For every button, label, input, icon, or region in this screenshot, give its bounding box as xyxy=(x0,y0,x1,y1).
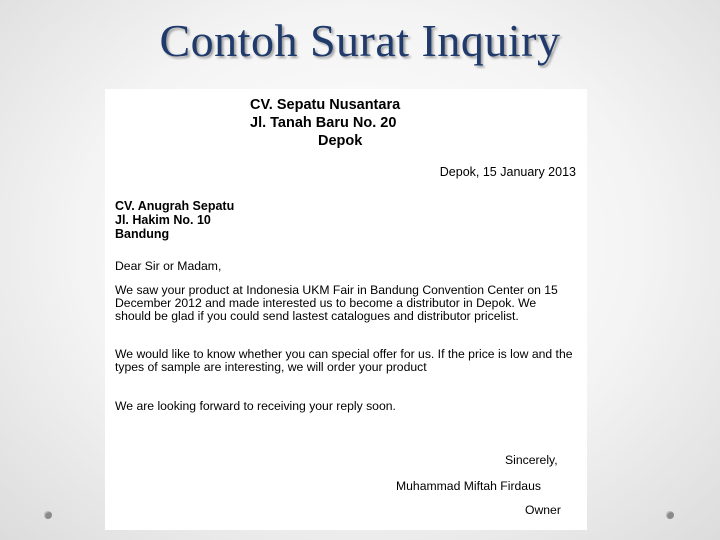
sender-name: CV. Sepatu Nusantara xyxy=(250,97,401,113)
letter-date: Depok, 15 January 2013 xyxy=(439,165,576,179)
signer-title: Owner xyxy=(525,503,561,517)
salutation: Dear Sir or Madam, xyxy=(115,259,222,273)
slide-bullet-left xyxy=(44,511,52,519)
slide-bullet-right xyxy=(666,511,674,519)
sender-city: Depok xyxy=(318,133,363,149)
closing: Sincerely, xyxy=(505,453,558,467)
paragraph: We saw your product at Indonesia UKM Fair in Bandung Convention Center on 15 December 2012 and made interested us to become a distributor in Depok. We should be glad if you could send lastest catalogues and distributor pricelist. xyxy=(115,283,558,323)
recipient-street: Jl. Hakim No. 10 xyxy=(115,213,211,227)
letter-image xyxy=(105,89,587,530)
slide-title: Contoh Surat Inquiry xyxy=(159,15,561,66)
recipient-city: Bandung xyxy=(115,227,170,241)
recipient-address xyxy=(115,199,234,241)
sender-street: Jl. Tanah Baru No. 20 xyxy=(250,115,397,131)
signer-name: Muhammad Miftah Firdaus xyxy=(396,479,541,493)
paragraph: We are looking forward to receiving your reply soon. xyxy=(115,399,396,413)
recipient-name: CV. Anugrah Sepatu xyxy=(115,199,235,213)
paragraph: We would like to know whether you can special offer for us. If the price is low and the types of sample are interesting, we will order your product xyxy=(115,347,573,374)
